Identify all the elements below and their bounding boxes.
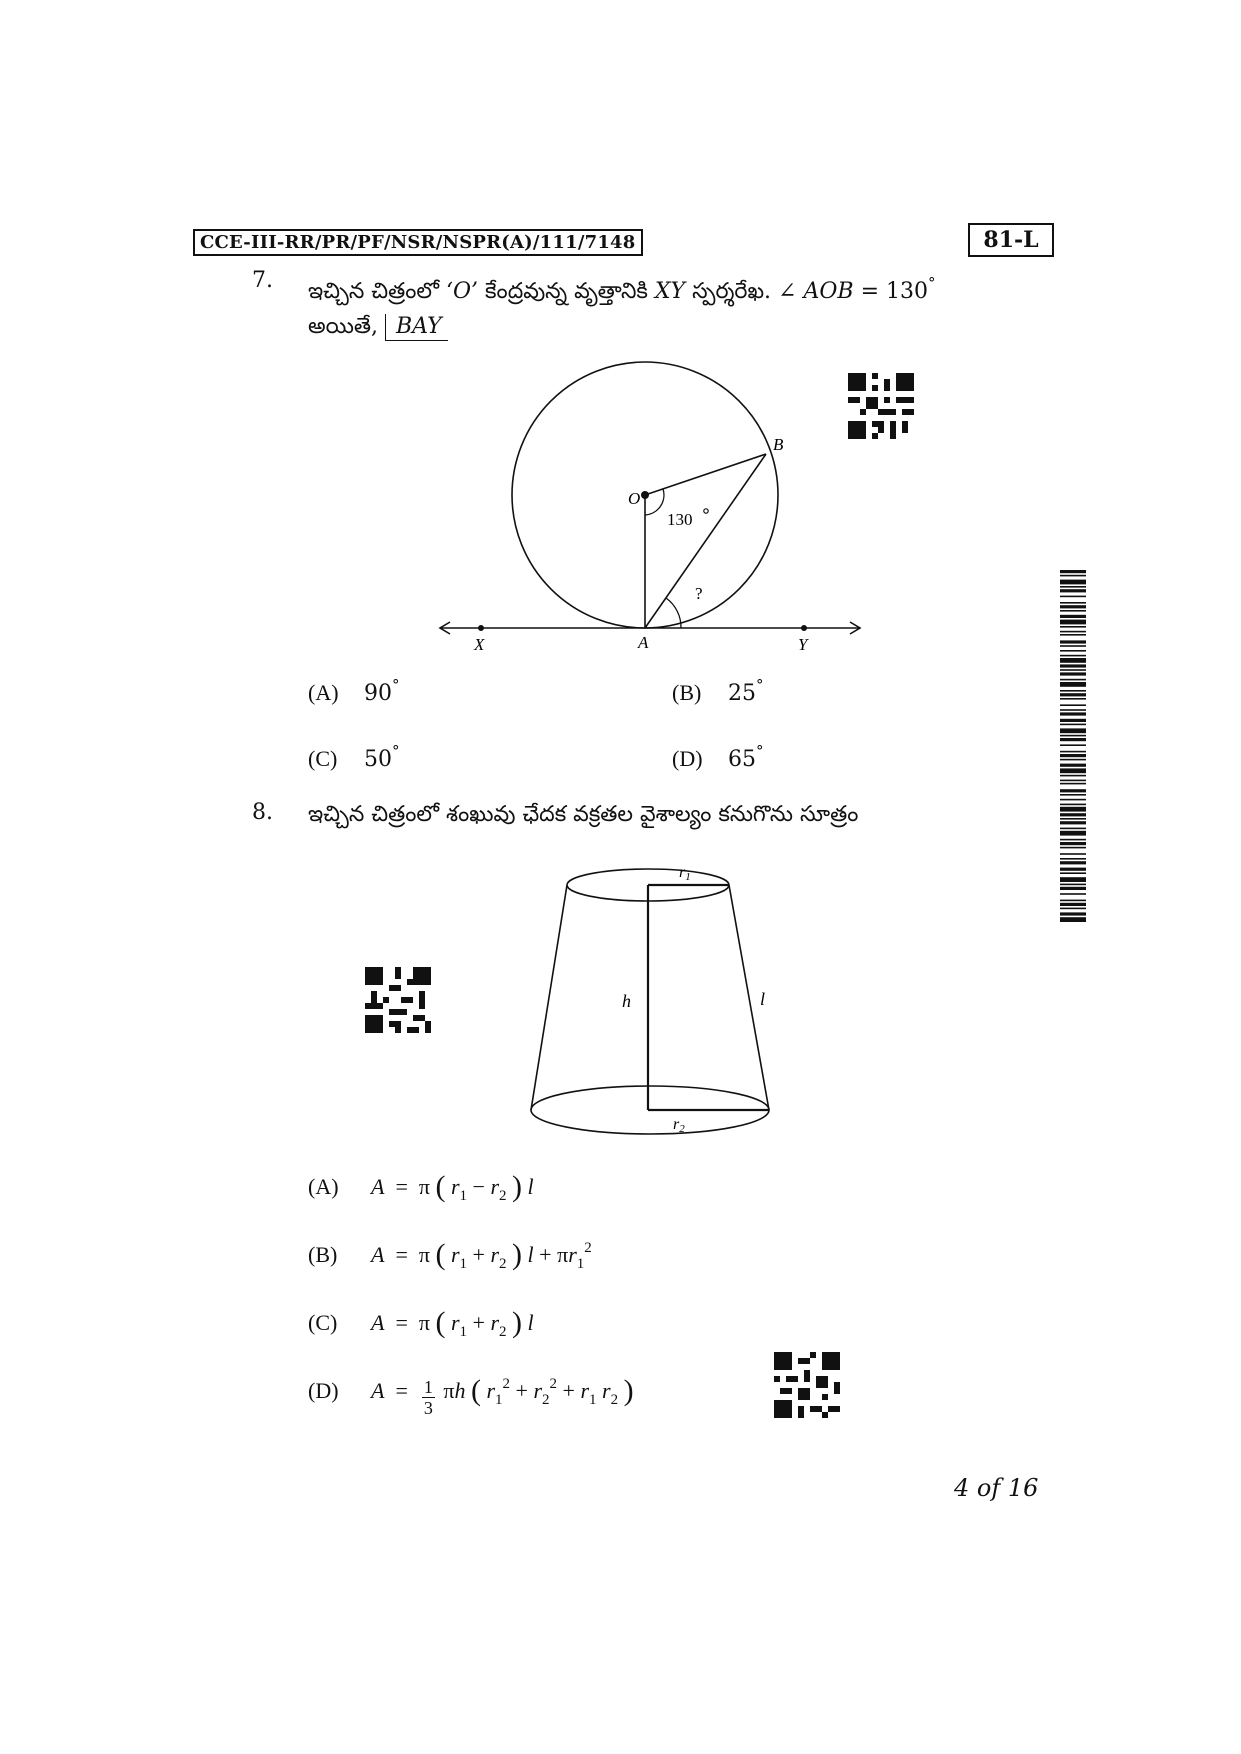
barcode-stripe: [1060, 908, 1086, 910]
label-x: X: [474, 635, 485, 654]
barcode-icon: [1060, 570, 1086, 922]
barcode-stripe: [1060, 794, 1086, 796]
q7-option-c[interactable]: [308, 742, 400, 772]
var-l: l: [527, 1174, 534, 1199]
label-b: B: [773, 435, 784, 454]
label-o: O: [628, 489, 641, 508]
barcode-stripe: [1060, 682, 1086, 687]
var-h: h: [454, 1378, 466, 1403]
equals: =: [395, 1310, 408, 1335]
degree-symbol: °: [756, 676, 764, 694]
barcode-stripe: [1060, 580, 1086, 585]
label-h: h: [622, 991, 631, 1011]
q7-tangent-xy: XY: [654, 279, 686, 304]
barcode-stripe: [1060, 861, 1086, 864]
barcode-stripe: [1060, 917, 1086, 922]
sub-2: 2: [499, 1256, 507, 1272]
paren-close: ): [512, 1306, 523, 1339]
barcode-stripe: [1060, 813, 1086, 816]
angle-130-label: 130: [667, 510, 693, 529]
q7-line1: [308, 268, 936, 307]
var-l: l: [527, 1242, 534, 1267]
barcode-stripe: [1060, 679, 1086, 681]
barcode-stripe: [1060, 751, 1086, 753]
var-r: r: [450, 1310, 460, 1335]
plus: +: [539, 1242, 552, 1267]
var-a: A: [371, 1310, 385, 1335]
option-value: 25: [728, 681, 756, 706]
var-r: r: [450, 1174, 460, 1199]
equals: =: [395, 1174, 408, 1199]
q7-text-c: స్పర్శరేఖ.: [685, 279, 779, 304]
barcode-stripe: [1060, 719, 1086, 722]
q8-text: ఇచ్చిన చిత్రంలో శంఖువు ఛేదక వక్రతల వైశాల్యం కనుగొను సూత్రం: [308, 802, 859, 827]
barcode-stripe: [1060, 900, 1086, 902]
plus: +: [472, 1242, 485, 1267]
barcode-stripe: [1060, 831, 1086, 836]
q7-angle-value: = 130: [853, 279, 928, 304]
barcode-stripe: [1060, 610, 1086, 612]
barcode-stripe: [1060, 650, 1086, 652]
barcode-stripe: [1060, 759, 1086, 761]
barcode-stripe: [1060, 847, 1086, 849]
var-r: r: [450, 1242, 460, 1267]
qr-code-icon: [774, 1352, 840, 1418]
q8-number: 8.: [252, 800, 273, 825]
var-r: r: [486, 1378, 496, 1403]
barcode-stripe: [1060, 575, 1086, 577]
barcode-stripe: [1060, 893, 1086, 895]
option-letter: (B): [308, 1242, 338, 1267]
barcode-stripe: [1060, 853, 1086, 855]
paren-close: ): [623, 1374, 634, 1407]
option-value: 90: [364, 681, 392, 706]
option-letter: (C): [308, 1310, 338, 1335]
q7-line2: [308, 312, 448, 342]
barcode-stripe: [1060, 645, 1086, 647]
label-r1-letter: r: [679, 864, 686, 881]
q7-text-b: కేంద్రవున్న వృత్తానికి: [478, 279, 655, 304]
plus: +: [515, 1378, 528, 1403]
sub-1: 1: [459, 1324, 468, 1340]
barcode-stripe: [1060, 912, 1086, 915]
barcode-stripe: [1060, 631, 1086, 633]
formula-c: [371, 1306, 534, 1340]
barcode-stripe: [1060, 709, 1086, 711]
barcode-stripe: [1060, 589, 1086, 592]
qr-code-icon: [848, 373, 914, 439]
formula-a: [371, 1170, 534, 1204]
barcode-stripe: [1060, 620, 1086, 625]
barcode-stripe: [1060, 804, 1086, 806]
barcode-stripe: [1060, 704, 1086, 706]
q7-option-d[interactable]: [672, 742, 764, 772]
barcode-stripe: [1060, 780, 1086, 782]
barcode-stripe: [1060, 821, 1086, 824]
barcode-stripe: [1060, 768, 1086, 773]
var-a: A: [371, 1242, 385, 1267]
barcode-stripe: [1060, 570, 1086, 573]
degree-symbol: °: [392, 742, 400, 760]
pi: π: [418, 1174, 430, 1199]
q7-text-then: అయితే,: [308, 314, 385, 339]
q7-text-a: ఇచ్చిన చిత్రంలో: [308, 279, 447, 304]
barcode-stripe: [1060, 783, 1086, 785]
barcode-stripe: [1060, 735, 1086, 737]
degree-symbol: °: [756, 742, 764, 760]
page-code-box: 81-L: [968, 223, 1054, 257]
numerator: 1: [423, 1377, 433, 1397]
equals: =: [395, 1242, 408, 1267]
barcode-stripe: [1060, 828, 1086, 830]
barcode-stripe: [1060, 887, 1086, 890]
var-r: r: [490, 1242, 500, 1267]
label-r1-sub: 1: [685, 871, 691, 883]
barcode-stripe: [1060, 738, 1086, 741]
barcode-stripe: [1060, 693, 1086, 696]
barcode-stripe: [1060, 775, 1086, 777]
sub-1: 1: [459, 1256, 468, 1272]
q7-circle-tangent-figure: [430, 350, 870, 670]
pi: π: [418, 1242, 430, 1267]
barcode-stripe: [1060, 698, 1086, 700]
sub-1: 1: [576, 1256, 585, 1272]
pi: π: [557, 1242, 569, 1267]
label-r1: [679, 864, 691, 883]
paren-open: (: [470, 1374, 481, 1407]
paren-open: (: [435, 1170, 446, 1203]
sup-2: 2: [549, 1376, 558, 1392]
option-value: 65: [728, 747, 756, 772]
barcode-stripe: [1060, 634, 1086, 636]
plus: +: [472, 1310, 485, 1335]
barcode-stripe: [1060, 615, 1086, 618]
q8-option-a[interactable]: [308, 1170, 534, 1205]
barcode-stripe: [1060, 586, 1086, 588]
barcode-stripe: [1060, 872, 1086, 874]
label-r2-letter: r: [673, 1116, 680, 1133]
barcode-stripe: [1060, 839, 1086, 841]
label-r2-sub: 2: [679, 1123, 685, 1135]
label-r2: [673, 1116, 685, 1135]
paren-close: ): [512, 1238, 523, 1271]
formula-d: [371, 1374, 634, 1418]
option-letter: (C): [308, 746, 338, 771]
var-r: r: [568, 1242, 577, 1267]
degree-symbol: °: [392, 676, 400, 694]
var-r: r: [490, 1310, 500, 1335]
barcode-stripe: [1060, 807, 1086, 812]
option-letter: (D): [672, 746, 703, 771]
exam-code: CCE-III-RR/PR/PF/NSR/NSPR(A)/111/7148: [193, 229, 643, 256]
var-r: r: [602, 1378, 611, 1403]
sub-1: 1: [495, 1392, 503, 1408]
q8-option-b[interactable]: [308, 1238, 592, 1273]
option-letter: (B): [672, 680, 702, 705]
var-r: r: [490, 1174, 500, 1199]
option-letter: (A): [308, 1174, 339, 1199]
minus: −: [472, 1174, 485, 1199]
barcode-stripe: [1060, 877, 1086, 882]
option-letter: (D): [308, 1378, 339, 1403]
barcode-stripe: [1060, 868, 1086, 871]
label-y: Y: [798, 635, 808, 654]
formula-b: [371, 1238, 592, 1272]
sub-2: 2: [610, 1392, 619, 1408]
equals: =: [395, 1378, 408, 1403]
label-a: A: [638, 633, 649, 652]
barcode-stripe: [1060, 655, 1086, 657]
page-number: 4 of 16: [954, 1474, 1039, 1502]
q7-angle-bay: BAY: [385, 314, 448, 341]
plus: +: [562, 1378, 575, 1403]
barcode-stripe: [1060, 664, 1086, 667]
q8-frustum-figure: [515, 855, 785, 1155]
barcode-stripe: [1060, 744, 1086, 746]
sub-2: 2: [499, 1324, 507, 1340]
sub-2: 2: [542, 1392, 550, 1408]
unknown-angle-label: ?: [695, 584, 703, 603]
barcode-stripe: [1060, 724, 1086, 726]
var-a: A: [371, 1174, 385, 1199]
label-l: l: [760, 989, 766, 1009]
barcode-stripe: [1060, 884, 1086, 886]
barcode-stripe: [1060, 658, 1086, 663]
barcode-stripe: [1060, 789, 1086, 792]
sub-1: 1: [589, 1392, 597, 1408]
q7-number: 7.: [252, 268, 273, 293]
paren-open: (: [435, 1238, 446, 1271]
q7-angle-aob: ∠ AOB: [778, 279, 854, 304]
q7-center-o: ‘O’: [446, 279, 479, 304]
barcode-stripe: [1060, 728, 1086, 733]
q7-option-a[interactable]: [308, 676, 400, 706]
var-r: r: [580, 1378, 590, 1403]
pi: π: [418, 1310, 430, 1335]
qr-code-icon: [365, 967, 431, 1033]
barcode-stripe: [1060, 672, 1086, 675]
barcode-stripe: [1060, 764, 1086, 767]
var-r: r: [533, 1378, 543, 1403]
barcode-stripe: [1060, 858, 1086, 860]
barcode-stripe: [1060, 842, 1086, 845]
var-a: A: [371, 1378, 385, 1403]
fraction-one-third: [422, 1377, 435, 1418]
paren-close: ): [512, 1170, 523, 1203]
q8-option-c[interactable]: [308, 1306, 534, 1341]
barcode-stripe: [1060, 640, 1086, 643]
q8-option-d[interactable]: [308, 1374, 634, 1418]
denominator: 3: [423, 1398, 433, 1418]
q7-option-b[interactable]: [672, 676, 764, 706]
barcode-stripe: [1060, 669, 1086, 671]
barcode-stripe: [1060, 754, 1086, 757]
var-l: l: [527, 1310, 534, 1335]
sup-2: 2: [502, 1376, 511, 1392]
pi: π: [443, 1378, 455, 1403]
barcode-stripe: [1060, 712, 1086, 715]
barcode-stripe: [1060, 602, 1086, 604]
option-value: 50: [364, 747, 392, 772]
sub-1: 1: [459, 1188, 468, 1204]
barcode-stripe: [1060, 903, 1086, 906]
paren-open: (: [435, 1306, 446, 1339]
option-letter: (A): [308, 680, 339, 705]
sup-2: 2: [584, 1240, 592, 1256]
barcode-stripe: [1060, 605, 1086, 608]
barcode-stripe: [1060, 799, 1086, 801]
barcode-stripe: [1060, 626, 1086, 628]
barcode-stripe: [1060, 818, 1086, 820]
barcode-stripe: [1060, 690, 1086, 692]
degree-symbol: °: [928, 274, 936, 292]
barcode-stripe: [1060, 596, 1086, 598]
sub-2: 2: [499, 1188, 507, 1204]
